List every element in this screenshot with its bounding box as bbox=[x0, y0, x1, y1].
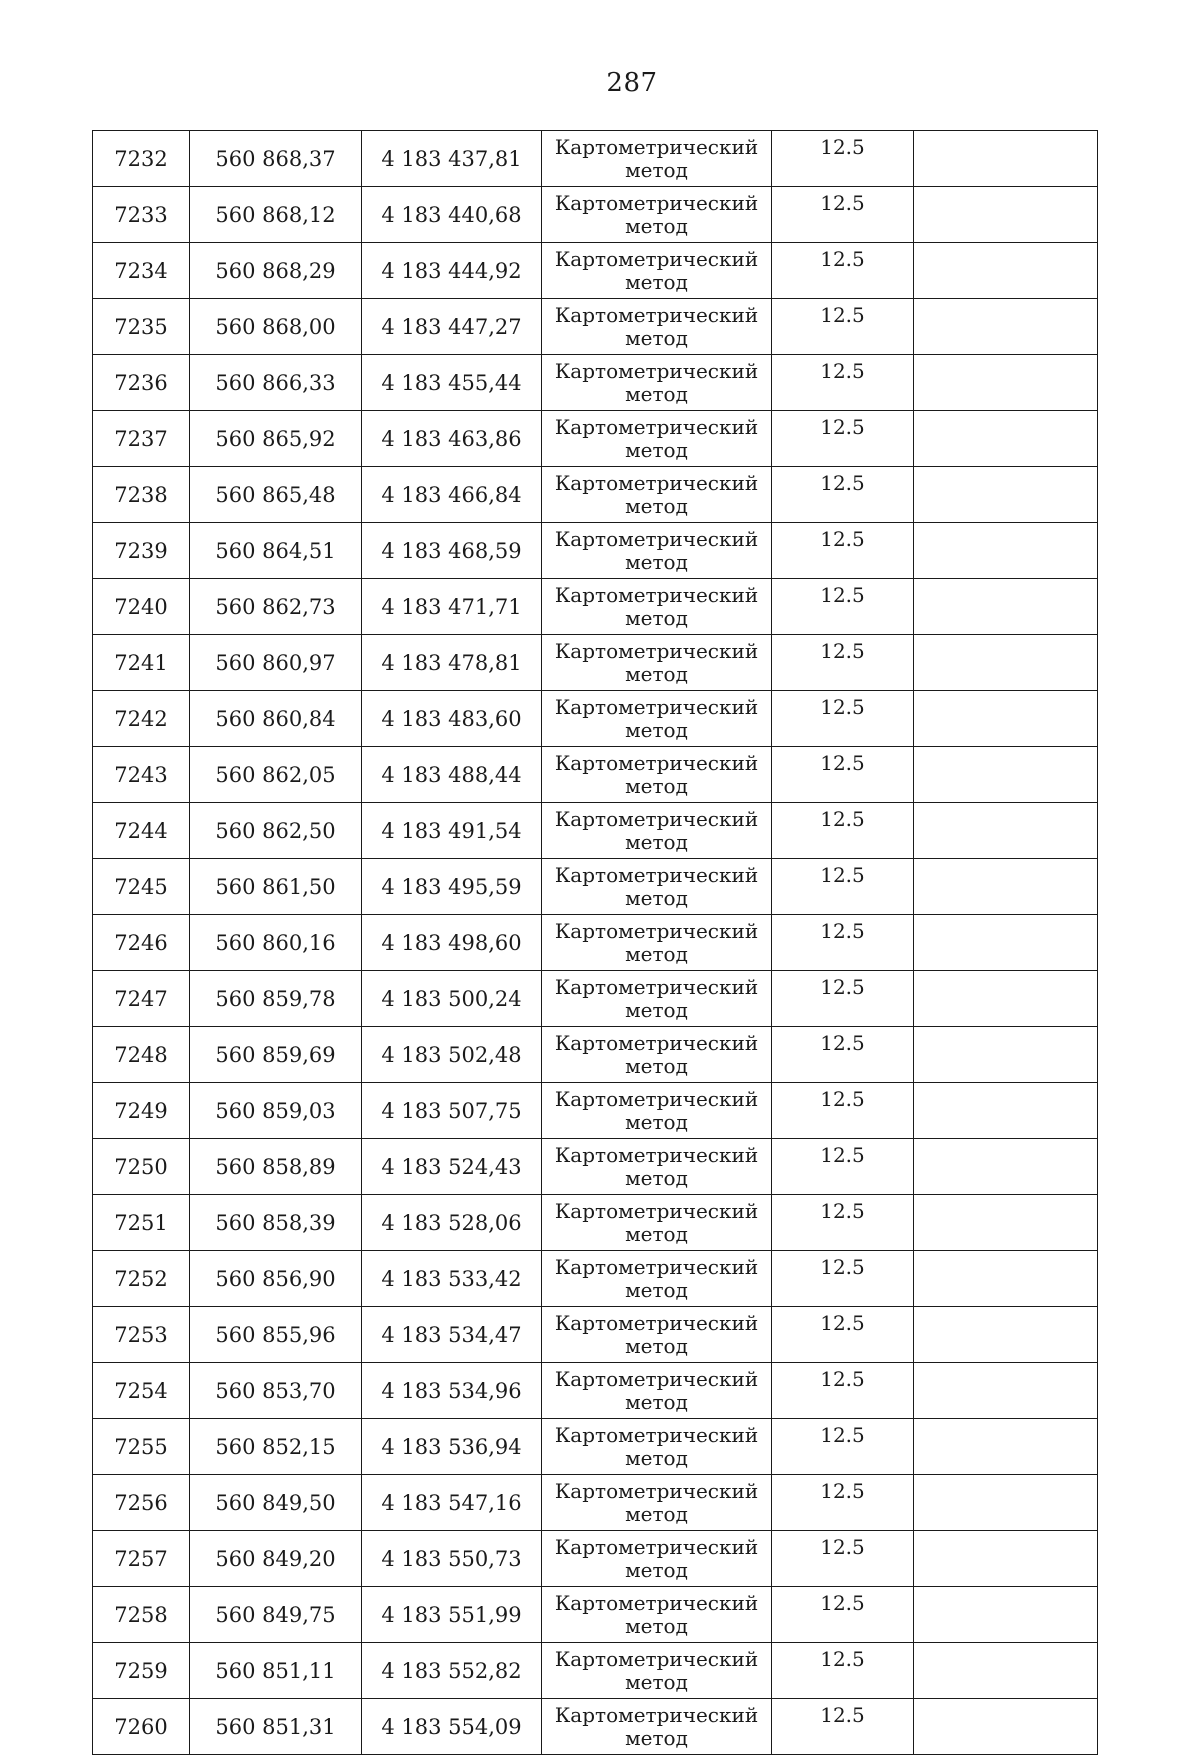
table-row bbox=[93, 523, 1098, 579]
x-coordinate-cell: 560 851,31 bbox=[190, 1699, 362, 1755]
method-line-1: Картометрический bbox=[554, 750, 759, 775]
y-coordinate-cell: 4 183 534,96 bbox=[362, 1363, 542, 1419]
point-number-cell: 7239 bbox=[93, 523, 190, 579]
accuracy-cell: 12.5 bbox=[772, 1363, 914, 1419]
method-line-1: Картометрический bbox=[554, 134, 759, 159]
x-coordinate-cell: 560 868,37 bbox=[190, 131, 362, 187]
method-cell bbox=[542, 355, 772, 411]
point-number-cell: 7245 bbox=[93, 859, 190, 915]
table-row bbox=[93, 411, 1098, 467]
accuracy-cell: 12.5 bbox=[772, 1643, 914, 1699]
note-cell bbox=[914, 1139, 1098, 1195]
table-body bbox=[93, 131, 1098, 1755]
y-coordinate-cell: 4 183 502,48 bbox=[362, 1027, 542, 1083]
table-row bbox=[93, 691, 1098, 747]
y-coordinate-cell: 4 183 495,59 bbox=[362, 859, 542, 915]
x-coordinate-cell: 560 859,03 bbox=[190, 1083, 362, 1139]
method-line-1: Картометрический bbox=[554, 1086, 759, 1111]
accuracy-cell: 12.5 bbox=[772, 131, 914, 187]
y-coordinate-cell: 4 183 536,94 bbox=[362, 1419, 542, 1475]
method-line-2: метод bbox=[625, 1109, 688, 1134]
note-cell bbox=[914, 355, 1098, 411]
method-cell bbox=[542, 1419, 772, 1475]
x-coordinate-cell: 560 860,84 bbox=[190, 691, 362, 747]
method-line-1: Картометрический bbox=[554, 302, 759, 327]
point-number-cell: 7242 bbox=[93, 691, 190, 747]
accuracy-cell: 12.5 bbox=[772, 187, 914, 243]
method-line-1: Картометрический bbox=[554, 190, 759, 215]
method-line-2: метод bbox=[625, 997, 688, 1022]
accuracy-cell: 12.5 bbox=[772, 747, 914, 803]
accuracy-cell: 12.5 bbox=[772, 1139, 914, 1195]
point-number-cell: 7240 bbox=[93, 579, 190, 635]
point-number-cell: 7257 bbox=[93, 1531, 190, 1587]
method-line-2: метод bbox=[625, 829, 688, 854]
method-line-2: метод bbox=[625, 1277, 688, 1302]
note-cell bbox=[914, 1475, 1098, 1531]
x-coordinate-cell: 560 859,69 bbox=[190, 1027, 362, 1083]
note-cell bbox=[914, 635, 1098, 691]
method-line-2: метод bbox=[625, 493, 688, 518]
point-number-cell: 7251 bbox=[93, 1195, 190, 1251]
accuracy-cell: 12.5 bbox=[772, 915, 914, 971]
method-line-1: Картометрический bbox=[554, 1534, 759, 1559]
table-row bbox=[93, 971, 1098, 1027]
method-line-1: Картометрический bbox=[554, 638, 759, 663]
table-row bbox=[93, 299, 1098, 355]
method-cell bbox=[542, 915, 772, 971]
method-cell bbox=[542, 859, 772, 915]
method-line-2: метод bbox=[625, 325, 688, 350]
table-row bbox=[93, 579, 1098, 635]
table-row bbox=[93, 803, 1098, 859]
method-line-2: метод bbox=[625, 1221, 688, 1246]
point-number-cell: 7238 bbox=[93, 467, 190, 523]
point-number-cell: 7254 bbox=[93, 1363, 190, 1419]
note-cell bbox=[914, 411, 1098, 467]
method-line-1: Картометрический bbox=[554, 806, 759, 831]
method-cell bbox=[542, 1083, 772, 1139]
x-coordinate-cell: 560 868,12 bbox=[190, 187, 362, 243]
table-row bbox=[93, 1531, 1098, 1587]
y-coordinate-cell: 4 183 547,16 bbox=[362, 1475, 542, 1531]
y-coordinate-cell: 4 183 488,44 bbox=[362, 747, 542, 803]
accuracy-cell: 12.5 bbox=[772, 1195, 914, 1251]
note-cell bbox=[914, 1083, 1098, 1139]
method-line-2: метод bbox=[625, 1165, 688, 1190]
x-coordinate-cell: 560 861,50 bbox=[190, 859, 362, 915]
method-cell bbox=[542, 579, 772, 635]
y-coordinate-cell: 4 183 500,24 bbox=[362, 971, 542, 1027]
accuracy-cell: 12.5 bbox=[772, 1307, 914, 1363]
table-row bbox=[93, 1027, 1098, 1083]
note-cell bbox=[914, 915, 1098, 971]
method-cell bbox=[542, 971, 772, 1027]
x-coordinate-cell: 560 851,11 bbox=[190, 1643, 362, 1699]
method-cell bbox=[542, 1699, 772, 1755]
method-line-1: Картометрический bbox=[554, 694, 759, 719]
table-row bbox=[93, 915, 1098, 971]
note-cell bbox=[914, 131, 1098, 187]
note-cell bbox=[914, 299, 1098, 355]
method-line-2: метод bbox=[625, 1501, 688, 1526]
x-coordinate-cell: 560 862,73 bbox=[190, 579, 362, 635]
note-cell bbox=[914, 1643, 1098, 1699]
method-cell bbox=[542, 187, 772, 243]
accuracy-cell: 12.5 bbox=[772, 1699, 914, 1755]
x-coordinate-cell: 560 849,20 bbox=[190, 1531, 362, 1587]
accuracy-cell: 12.5 bbox=[772, 691, 914, 747]
accuracy-cell: 12.5 bbox=[772, 579, 914, 635]
point-number-cell: 7252 bbox=[93, 1251, 190, 1307]
x-coordinate-cell: 560 864,51 bbox=[190, 523, 362, 579]
method-line-2: метод bbox=[625, 885, 688, 910]
method-cell bbox=[542, 1587, 772, 1643]
page-number: 287 bbox=[606, 68, 658, 98]
accuracy-cell: 12.5 bbox=[772, 971, 914, 1027]
accuracy-cell: 12.5 bbox=[772, 1083, 914, 1139]
table-row bbox=[93, 1083, 1098, 1139]
table-row bbox=[93, 1307, 1098, 1363]
method-line-2: метод bbox=[625, 1445, 688, 1470]
point-number-cell: 7232 bbox=[93, 131, 190, 187]
y-coordinate-cell: 4 183 533,42 bbox=[362, 1251, 542, 1307]
x-coordinate-cell: 560 862,50 bbox=[190, 803, 362, 859]
method-cell bbox=[542, 131, 772, 187]
method-line-1: Картометрический bbox=[554, 1422, 759, 1447]
table-row bbox=[93, 1363, 1098, 1419]
method-line-2: метод bbox=[625, 213, 688, 238]
method-line-2: метод bbox=[625, 549, 688, 574]
method-cell bbox=[542, 1307, 772, 1363]
method-cell bbox=[542, 299, 772, 355]
y-coordinate-cell: 4 183 447,27 bbox=[362, 299, 542, 355]
point-number-cell: 7244 bbox=[93, 803, 190, 859]
method-line-1: Картометрический bbox=[554, 1030, 759, 1055]
x-coordinate-cell: 560 865,92 bbox=[190, 411, 362, 467]
accuracy-cell: 12.5 bbox=[772, 411, 914, 467]
table-row bbox=[93, 859, 1098, 915]
method-line-1: Картометрический bbox=[554, 862, 759, 887]
accuracy-cell: 12.5 bbox=[772, 355, 914, 411]
table-row bbox=[93, 467, 1098, 523]
note-cell bbox=[914, 1419, 1098, 1475]
method-cell bbox=[542, 1195, 772, 1251]
y-coordinate-cell: 4 183 554,09 bbox=[362, 1699, 542, 1755]
y-coordinate-cell: 4 183 498,60 bbox=[362, 915, 542, 971]
method-line-2: метод bbox=[625, 157, 688, 182]
accuracy-cell: 12.5 bbox=[772, 635, 914, 691]
note-cell bbox=[914, 1251, 1098, 1307]
x-coordinate-cell: 560 862,05 bbox=[190, 747, 362, 803]
point-number-cell: 7236 bbox=[93, 355, 190, 411]
x-coordinate-cell: 560 852,15 bbox=[190, 1419, 362, 1475]
point-number-cell: 7249 bbox=[93, 1083, 190, 1139]
y-coordinate-cell: 4 183 440,68 bbox=[362, 187, 542, 243]
method-line-2: метод bbox=[625, 605, 688, 630]
method-line-1: Картометрический bbox=[554, 358, 759, 383]
method-cell bbox=[542, 411, 772, 467]
table-row bbox=[93, 1419, 1098, 1475]
accuracy-cell: 12.5 bbox=[772, 1587, 914, 1643]
note-cell bbox=[914, 243, 1098, 299]
note-cell bbox=[914, 579, 1098, 635]
y-coordinate-cell: 4 183 466,84 bbox=[362, 467, 542, 523]
accuracy-cell: 12.5 bbox=[772, 243, 914, 299]
note-cell bbox=[914, 523, 1098, 579]
point-number-cell: 7233 bbox=[93, 187, 190, 243]
method-cell bbox=[542, 803, 772, 859]
x-coordinate-cell: 560 868,29 bbox=[190, 243, 362, 299]
table-row bbox=[93, 1475, 1098, 1531]
y-coordinate-cell: 4 183 528,06 bbox=[362, 1195, 542, 1251]
method-line-2: метод bbox=[625, 1669, 688, 1694]
accuracy-cell: 12.5 bbox=[772, 1531, 914, 1587]
accuracy-cell: 12.5 bbox=[772, 299, 914, 355]
table-row bbox=[93, 1699, 1098, 1755]
point-number-cell: 7246 bbox=[93, 915, 190, 971]
method-line-1: Картометрический bbox=[554, 582, 759, 607]
method-line-1: Картометрический bbox=[554, 526, 759, 551]
table-row bbox=[93, 187, 1098, 243]
method-line-2: метод bbox=[625, 661, 688, 686]
point-number-cell: 7253 bbox=[93, 1307, 190, 1363]
method-line-2: метод bbox=[625, 1389, 688, 1414]
note-cell bbox=[914, 747, 1098, 803]
accuracy-cell: 12.5 bbox=[772, 467, 914, 523]
x-coordinate-cell: 560 855,96 bbox=[190, 1307, 362, 1363]
method-line-2: метод bbox=[625, 381, 688, 406]
y-coordinate-cell: 4 183 524,43 bbox=[362, 1139, 542, 1195]
y-coordinate-cell: 4 183 550,73 bbox=[362, 1531, 542, 1587]
note-cell bbox=[914, 1531, 1098, 1587]
accuracy-cell: 12.5 bbox=[772, 1475, 914, 1531]
y-coordinate-cell: 4 183 444,92 bbox=[362, 243, 542, 299]
point-number-cell: 7241 bbox=[93, 635, 190, 691]
method-line-1: Картометрический bbox=[554, 1590, 759, 1615]
accuracy-cell: 12.5 bbox=[772, 1027, 914, 1083]
method-cell bbox=[542, 243, 772, 299]
table-row bbox=[93, 747, 1098, 803]
method-cell bbox=[542, 467, 772, 523]
y-coordinate-cell: 4 183 551,99 bbox=[362, 1587, 542, 1643]
table-row bbox=[93, 1139, 1098, 1195]
point-number-cell: 7247 bbox=[93, 971, 190, 1027]
note-cell bbox=[914, 1027, 1098, 1083]
table-row bbox=[93, 243, 1098, 299]
point-number-cell: 7234 bbox=[93, 243, 190, 299]
x-coordinate-cell: 560 849,75 bbox=[190, 1587, 362, 1643]
method-line-2: метод bbox=[625, 1613, 688, 1638]
method-cell bbox=[542, 747, 772, 803]
x-coordinate-cell: 560 868,00 bbox=[190, 299, 362, 355]
point-number-cell: 7237 bbox=[93, 411, 190, 467]
note-cell bbox=[914, 859, 1098, 915]
table-row bbox=[93, 1251, 1098, 1307]
note-cell bbox=[914, 971, 1098, 1027]
method-line-1: Картометрический bbox=[554, 1142, 759, 1167]
method-line-2: метод bbox=[625, 941, 688, 966]
method-line-1: Картометрический bbox=[554, 246, 759, 271]
method-cell bbox=[542, 1363, 772, 1419]
point-number-cell: 7258 bbox=[93, 1587, 190, 1643]
note-cell bbox=[914, 691, 1098, 747]
y-coordinate-cell: 4 183 468,59 bbox=[362, 523, 542, 579]
point-number-cell: 7243 bbox=[93, 747, 190, 803]
method-line-2: метод bbox=[625, 1333, 688, 1358]
note-cell bbox=[914, 803, 1098, 859]
table-row bbox=[93, 1587, 1098, 1643]
method-cell bbox=[542, 635, 772, 691]
accuracy-cell: 12.5 bbox=[772, 1251, 914, 1307]
note-cell bbox=[914, 1363, 1098, 1419]
y-coordinate-cell: 4 183 478,81 bbox=[362, 635, 542, 691]
y-coordinate-cell: 4 183 491,54 bbox=[362, 803, 542, 859]
x-coordinate-cell: 560 859,78 bbox=[190, 971, 362, 1027]
x-coordinate-cell: 560 866,33 bbox=[190, 355, 362, 411]
method-line-1: Картометрический bbox=[554, 1198, 759, 1223]
x-coordinate-cell: 560 849,50 bbox=[190, 1475, 362, 1531]
method-line-1: Картометрический bbox=[554, 974, 759, 999]
accuracy-cell: 12.5 bbox=[772, 859, 914, 915]
coordinates-table bbox=[92, 130, 1098, 1755]
table-row bbox=[93, 1195, 1098, 1251]
note-cell bbox=[914, 1195, 1098, 1251]
point-number-cell: 7250 bbox=[93, 1139, 190, 1195]
method-cell bbox=[542, 1027, 772, 1083]
point-number-cell: 7256 bbox=[93, 1475, 190, 1531]
method-line-2: метод bbox=[625, 717, 688, 742]
method-line-2: метод bbox=[625, 773, 688, 798]
method-line-2: метод bbox=[625, 1725, 688, 1750]
method-cell bbox=[542, 1531, 772, 1587]
note-cell bbox=[914, 1307, 1098, 1363]
x-coordinate-cell: 560 860,97 bbox=[190, 635, 362, 691]
y-coordinate-cell: 4 183 552,82 bbox=[362, 1643, 542, 1699]
table-row bbox=[93, 635, 1098, 691]
table-row bbox=[93, 355, 1098, 411]
note-cell bbox=[914, 467, 1098, 523]
point-number-cell: 7260 bbox=[93, 1699, 190, 1755]
method-cell bbox=[542, 691, 772, 747]
y-coordinate-cell: 4 183 463,86 bbox=[362, 411, 542, 467]
point-number-cell: 7255 bbox=[93, 1419, 190, 1475]
x-coordinate-cell: 560 865,48 bbox=[190, 467, 362, 523]
y-coordinate-cell: 4 183 507,75 bbox=[362, 1083, 542, 1139]
method-cell bbox=[542, 523, 772, 579]
x-coordinate-cell: 560 858,89 bbox=[190, 1139, 362, 1195]
method-line-1: Картометрический bbox=[554, 414, 759, 439]
y-coordinate-cell: 4 183 437,81 bbox=[362, 131, 542, 187]
method-line-2: метод bbox=[625, 269, 688, 294]
method-cell bbox=[542, 1139, 772, 1195]
note-cell bbox=[914, 1699, 1098, 1755]
method-line-1: Картометрический bbox=[554, 1310, 759, 1335]
method-line-2: метод bbox=[625, 437, 688, 462]
accuracy-cell: 12.5 bbox=[772, 803, 914, 859]
note-cell bbox=[914, 1587, 1098, 1643]
point-number-cell: 7235 bbox=[93, 299, 190, 355]
method-cell bbox=[542, 1475, 772, 1531]
method-line-1: Картометрический bbox=[554, 470, 759, 495]
method-line-1: Картометрический bbox=[554, 1478, 759, 1503]
x-coordinate-cell: 560 860,16 bbox=[190, 915, 362, 971]
x-coordinate-cell: 560 853,70 bbox=[190, 1363, 362, 1419]
table-row bbox=[93, 1643, 1098, 1699]
method-line-2: метод bbox=[625, 1557, 688, 1582]
method-line-2: метод bbox=[625, 1053, 688, 1078]
method-line-1: Картометрический bbox=[554, 918, 759, 943]
y-coordinate-cell: 4 183 471,71 bbox=[362, 579, 542, 635]
method-line-1: Картометрический bbox=[554, 1702, 759, 1727]
y-coordinate-cell: 4 183 483,60 bbox=[362, 691, 542, 747]
table-row bbox=[93, 131, 1098, 187]
method-line-1: Картометрический bbox=[554, 1646, 759, 1671]
x-coordinate-cell: 560 856,90 bbox=[190, 1251, 362, 1307]
method-line-1: Картометрический bbox=[554, 1254, 759, 1279]
point-number-cell: 7248 bbox=[93, 1027, 190, 1083]
accuracy-cell: 12.5 bbox=[772, 523, 914, 579]
y-coordinate-cell: 4 183 455,44 bbox=[362, 355, 542, 411]
x-coordinate-cell: 560 858,39 bbox=[190, 1195, 362, 1251]
point-number-cell: 7259 bbox=[93, 1643, 190, 1699]
accuracy-cell: 12.5 bbox=[772, 1419, 914, 1475]
method-cell bbox=[542, 1251, 772, 1307]
method-cell bbox=[542, 1643, 772, 1699]
note-cell bbox=[914, 187, 1098, 243]
method-line-1: Картометрический bbox=[554, 1366, 759, 1391]
y-coordinate-cell: 4 183 534,47 bbox=[362, 1307, 542, 1363]
